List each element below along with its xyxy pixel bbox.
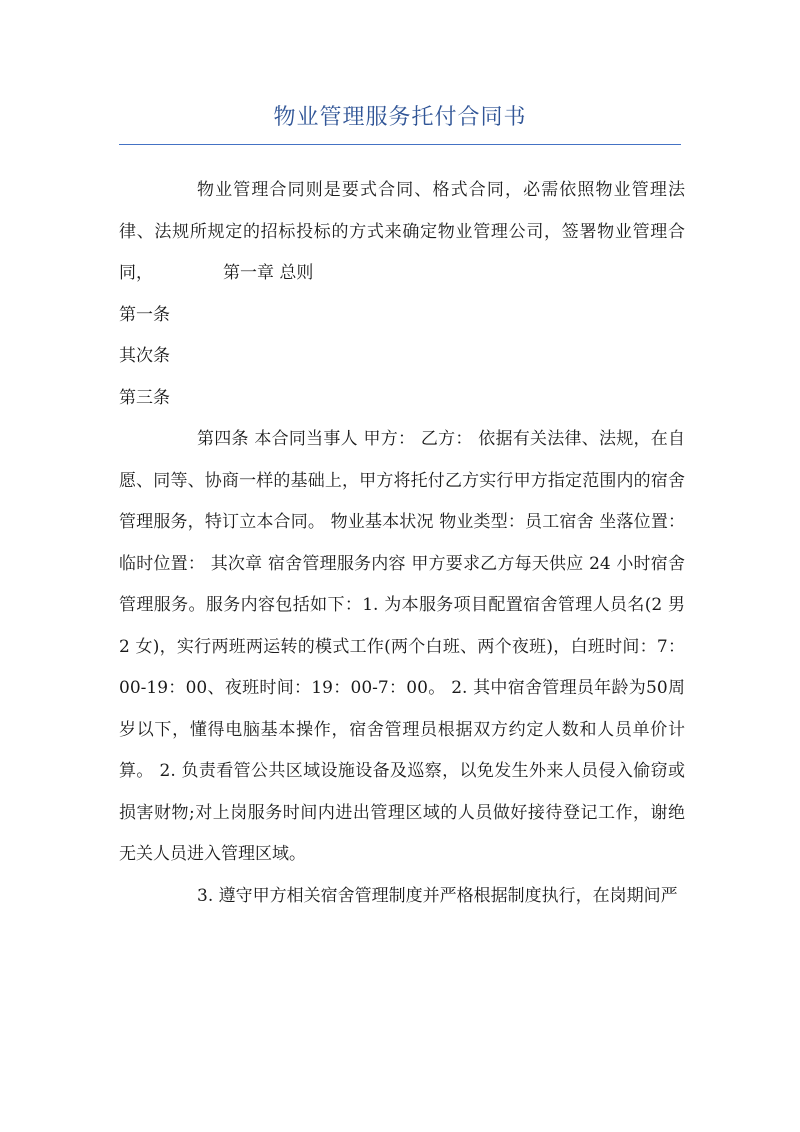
item-3-paragraph: 3. 遵守甲方相关宿舍管理制度并严格根据制度执行，在岗期间严 — [197, 885, 678, 906]
article-4-paragraph: 第四条 本合同当事人 甲方： 乙方： 依据有关法律、法规，在自愿、同等、协商一样的基础上，甲方将托付乙方实行甲方指定范围内的宿舍管理服务，特订立本合同。 物业基本状况 物业类型：员工宿舍 坐落位置： 临时位置： 其次章 宿舍管理服务内容 甲方要求乙方每天供应 24 小时宿舍管理服务。服务内容包括如下：1. 为本服务项目配置宿舍管理人员名(2 男 2 女)，实行两班两运转的模式工作(两个白班、两个夜班)，白班时间：7：00-19：00、夜班时间：19：00-7：00。 2. 其中宿舍管理员年龄为50周岁以下，懂得电脑基本操作，宿舍管理员根据双方约定人数和人员单价计算。 2. 负责看管公共区域设施设备及巡察，以免发生外来人员侵入偷窃或损害财物;对上岗服务时间内进出管理区域的人员做好接待登记工作，谢绝无关人员进入管理区域。 — [119, 429, 685, 864]
chapter-one-heading: 第一章 总则 — [223, 263, 314, 283]
intro-text: 物业管理合同则是要式合同、格式合同，必需依照物业管理法律、法规所规定的招标投标的方式来确定物业管理公司，签署物业管理合同， — [119, 180, 685, 283]
document-title: 物业管理服务托付合同书 — [273, 105, 527, 130]
intro-paragraph — [119, 170, 685, 295]
article-2: 其次条 — [119, 346, 170, 366]
document-body — [119, 170, 685, 917]
article-3: 第三条 — [119, 387, 170, 408]
article-1: 第一条 — [119, 304, 170, 325]
title-underline — [119, 144, 681, 145]
